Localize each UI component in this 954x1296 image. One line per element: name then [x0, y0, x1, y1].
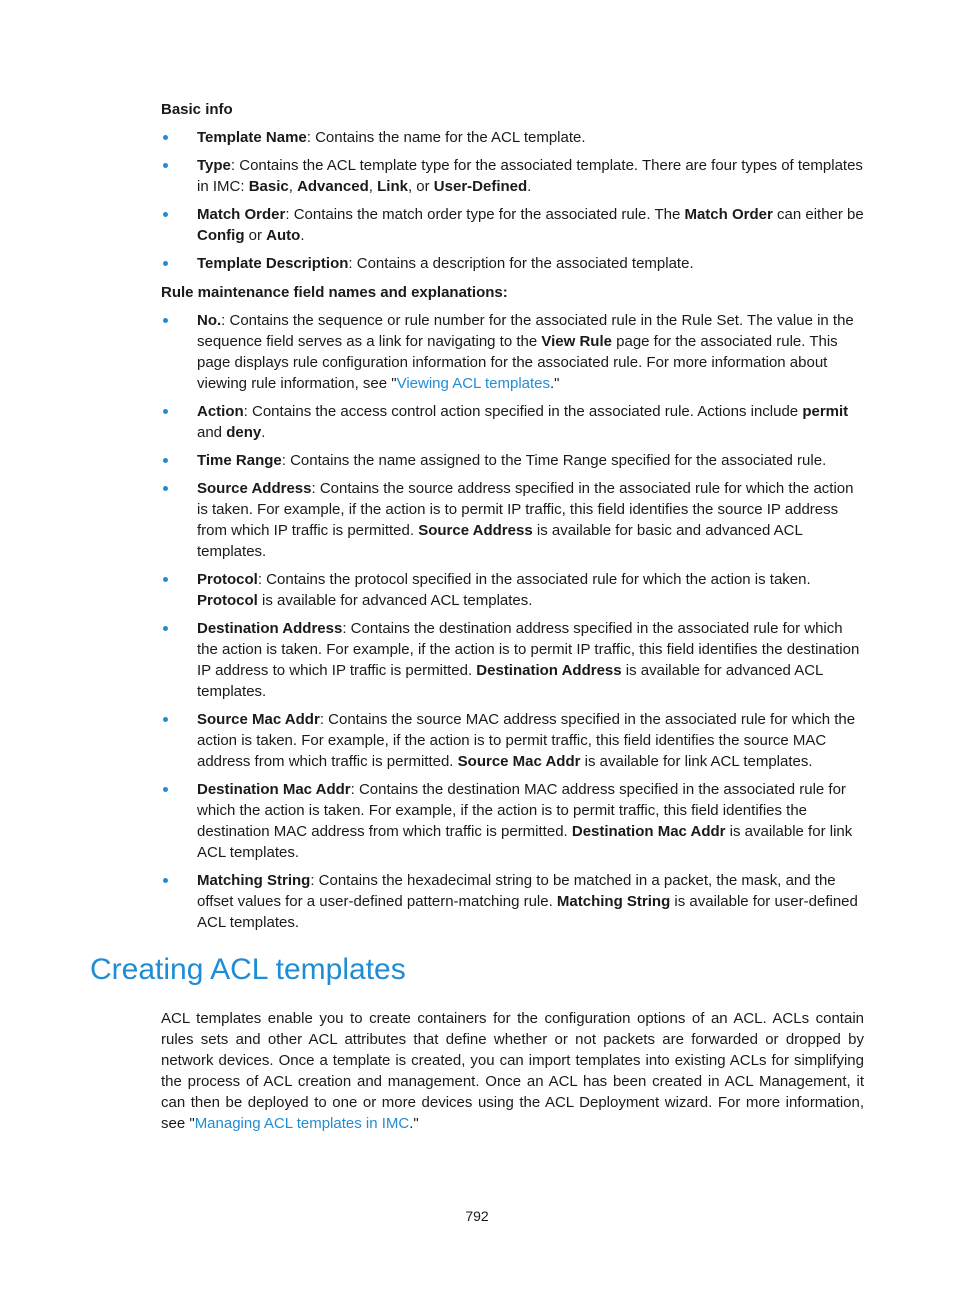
- term-label: Template Description: [197, 255, 349, 272]
- bullet-icon: [163, 318, 168, 323]
- term-label: Destination Mac Addr: [571, 823, 726, 840]
- term-label: Basic: [248, 178, 289, 195]
- text-run: .: [527, 178, 532, 195]
- term-label: View Rule: [541, 333, 612, 350]
- bullet-icon: [163, 577, 168, 582]
- list-item: [161, 709, 864, 772]
- text-run: .": [550, 375, 560, 392]
- text-run: : Contains the access control action specified in the associated rule. Actions include: [243, 403, 803, 420]
- basic-info-heading: Basic info: [161, 101, 233, 118]
- text-run: : Contains the hexadecimal string to be matched in a packet, the mask, and the offset values for a user-defined pattern-matching rule.: [197, 872, 836, 910]
- list-item: [161, 401, 864, 443]
- text-run: is available for advanced ACL templates.: [197, 662, 823, 700]
- text-run: : Contains the source address specified in the associated rule for which the action is taken. For example, if the action is to permit IP traffic, this field identifies the source IP address from which IP traffic is permitted.: [197, 480, 854, 539]
- text-run: : Contains the source MAC address specified in the associated rule for which the action is taken. For example, if the action is to permit traffic, this field identifies the source MAC address from which traffic is permitted.: [197, 711, 856, 770]
- term-label: deny: [226, 424, 262, 441]
- term-label: Match Order: [197, 206, 286, 223]
- text-run: : Contains the ACL template type for the associated template. There are four types of templates in IMC:: [197, 157, 863, 195]
- text-run: : Contains a description for the associated template.: [348, 255, 694, 272]
- text-run: .: [261, 424, 266, 441]
- term-label: Protocol: [197, 592, 258, 609]
- text-run: : Contains the sequence or rule number for the associated rule in the Rule Set. The value in the sequence field serves as a link for navigating to the: [197, 312, 854, 350]
- list-item: [161, 618, 864, 702]
- term-label: Time Range: [197, 452, 282, 469]
- text-run: : Contains the protocol specified in the associated rule for which the action is taken.: [257, 571, 811, 588]
- term-label: Destination Address: [476, 662, 622, 679]
- text-run: ,: [368, 178, 378, 195]
- page-number: 792: [465, 1208, 489, 1224]
- list-item: [161, 155, 864, 197]
- text-run: : Contains the match order type for the associated rule. The: [285, 206, 685, 223]
- list-item: [161, 204, 864, 246]
- cross-reference-link[interactable]: Viewing ACL templates: [396, 375, 551, 392]
- text-run: : Contains the name assigned to the Time Range specified for the associated rule.: [281, 452, 827, 469]
- list-item: [161, 779, 864, 863]
- text-run: : Contains the destination MAC address specified in the associated rule for which the action is taken. For example, if the action is to permit traffic, this field identifies the destination MAC address from which traffic is permitted.: [197, 781, 846, 840]
- bullet-icon: [163, 458, 168, 463]
- text-run: ACL templates enable you to create containers for the configuration options of an ACL. ACLs contain rules sets and other ACL attributes that define whether or not packets are forwarded or dropped by network devices. Once a template is created, you can import templates into existing ACLs for simplifying the process of ACL creation and management. Once an ACL has been created in ACL Management, it can then be deployed to one or more devices using the ACL Deployment wizard. For more information, see ": [161, 1010, 864, 1132]
- list-item: [161, 253, 864, 274]
- text-run: page for the associated rule. This page displays rule configuration information for the associated rule. For more information about viewing rule information, see ": [197, 333, 838, 392]
- term-label: permit: [802, 403, 849, 420]
- term-label: User-Defined: [433, 178, 528, 195]
- term-label: Advanced: [297, 178, 369, 195]
- list-item: [161, 310, 864, 394]
- rule-maintenance-heading: Rule maintenance field names and explanations:: [161, 284, 508, 301]
- bullet-icon: [163, 486, 168, 491]
- term-label: Match Order: [684, 206, 773, 223]
- text-run: can either be: [772, 206, 864, 223]
- bullet-icon: [163, 878, 168, 883]
- bullet-icon: [163, 135, 168, 140]
- bullet-icon: [163, 717, 168, 722]
- text-run: ,: [288, 178, 298, 195]
- term-label: Protocol: [197, 571, 258, 588]
- list-item: [161, 450, 864, 471]
- bullet-icon: [163, 212, 168, 217]
- text-run: .": [409, 1115, 419, 1132]
- rule-maintenance-list: [161, 310, 864, 940]
- text-run: or: [244, 227, 267, 244]
- term-label: Source Mac Addr: [197, 711, 320, 728]
- term-label: Destination Mac Addr: [197, 781, 351, 798]
- term-label: Auto: [266, 227, 301, 244]
- list-item: [161, 127, 864, 148]
- term-label: Config: [197, 227, 245, 244]
- list-item: [161, 870, 864, 933]
- text-run: is available for link ACL templates.: [197, 823, 853, 861]
- text-run: is available for advanced ACL templates.: [257, 592, 533, 609]
- list-item: [161, 569, 864, 611]
- term-label: Source Address: [197, 480, 312, 497]
- text-run: and: [197, 424, 227, 441]
- bullet-icon: [163, 409, 168, 414]
- bullet-icon: [163, 163, 168, 168]
- list-item: [161, 478, 864, 562]
- term-label: Source Address: [418, 522, 533, 539]
- text-run: , or: [407, 178, 434, 195]
- text-run: : Contains the name for the ACL template.: [306, 129, 586, 146]
- text-run: .: [300, 227, 305, 244]
- bullet-icon: [163, 626, 168, 631]
- term-label: Matching String: [197, 872, 311, 889]
- term-label: Type: [197, 157, 231, 174]
- bullet-icon: [163, 261, 168, 266]
- term-label: Action: [197, 403, 244, 420]
- term-label: Matching String: [556, 893, 671, 910]
- section-title: Creating ACL templates: [90, 953, 406, 986]
- term-label: Source Mac Addr: [457, 753, 581, 770]
- term-label: Destination Address: [197, 620, 343, 637]
- bullet-icon: [163, 787, 168, 792]
- text-run: is available for user-defined ACL templates.: [197, 893, 858, 931]
- text-run: is available for link ACL templates.: [580, 753, 813, 770]
- term-label: Template Name: [197, 129, 307, 146]
- basic-info-list: [161, 127, 864, 281]
- term-label: No.: [197, 312, 222, 329]
- section-paragraph: [161, 1008, 864, 1134]
- text-run: : Contains the destination address specified in the associated rule for which the action is taken. For example, if the action is to permit IP traffic, this field identifies the destination IP address to which IP traffic is permitted.: [197, 620, 860, 679]
- cross-reference-link[interactable]: Managing ACL templates in IMC: [194, 1115, 410, 1132]
- text-run: is available for basic and advanced ACL templates.: [197, 522, 803, 560]
- term-label: Link: [377, 178, 408, 195]
